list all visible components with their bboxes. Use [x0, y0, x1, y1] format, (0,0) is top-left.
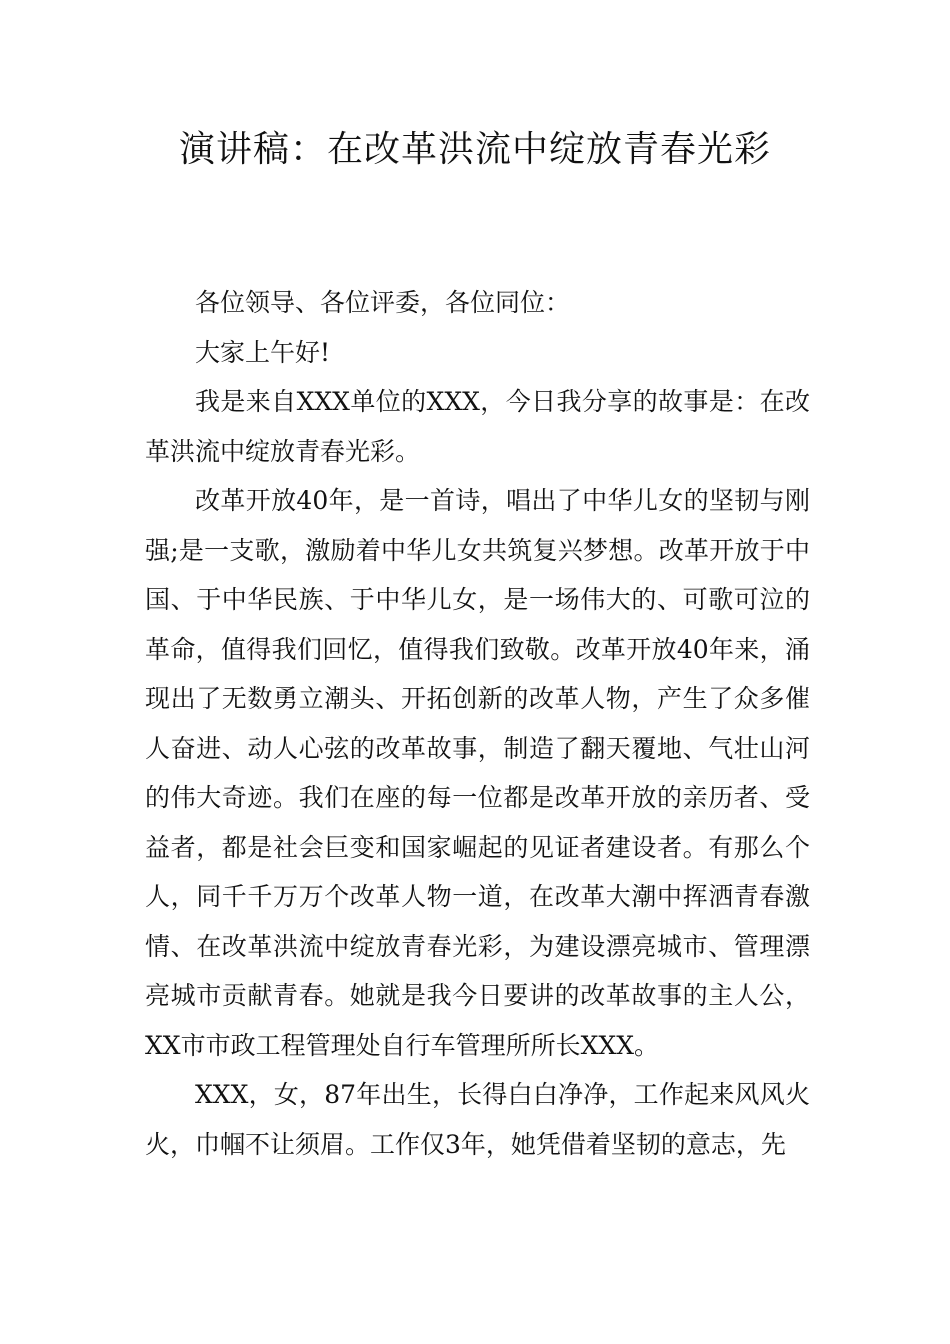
- paragraph-salutation: 大家上午好!: [195, 337, 331, 367]
- paragraph-greeting: 各位领导、各位评委，各位同位：: [195, 288, 571, 317]
- document-body: [145, 278, 810, 1169]
- document-title: 演讲稿：在改革洪流中绽放青春光彩: [178, 129, 771, 170]
- paragraph-introduction: 我是来自XXX单位的XXX，今日我分享的故事是：在改革洪流中绽放青春光彩。: [145, 387, 810, 466]
- paragraph-reform-overview: 改革开放40年，是一首诗，唱出了中华儿女的坚韧与刚强;是一支歌，激励着中华儿女共筑复兴梦想。改革开放于中国、于中华民族、于中华儿女，是一场伟大的、可歌可泣的革命，值得我们回忆，值得我们致敬。改革开放40年来，涌现出了无数勇立潮头、开拓创新的改革人物，产生了众多催人奋进、动人心弦的改革故事，制造了翻天覆地、气壮山河的伟大奇迹。我们在座的每一位都是改革开放的亲历者、受益者，都是社会巨变和国家崛起的见证者建设者。有那么个人，同千千万万个改革人物一道，在改革大潮中挥洒青春激情、在改革洪流中绽放青春光彩，为建设漂亮城市、管理漂亮城市贡献青春。她就是我今日要讲的改革故事的主人公，XX市市政工程管理处自行车管理所所长XXX。: [145, 486, 810, 1060]
- paragraph-protagonist: XXX，女，87年出生，长得白白净净，工作起来风风火火，巾帼不让须眉。工作仅3年，她凭借着坚韧的意志，先: [145, 1080, 810, 1159]
